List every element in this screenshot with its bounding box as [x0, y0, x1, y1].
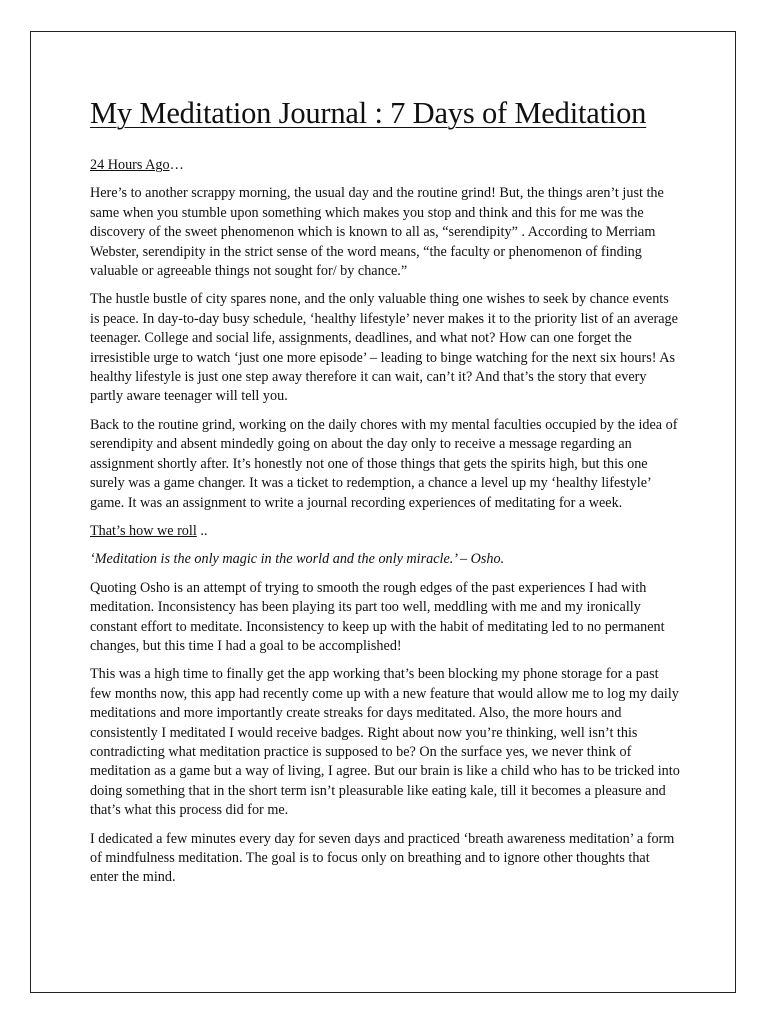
paragraph-2: The hustle bustle of city spares none, and the only valuable thing one wishes to seek by chance events is peace. In day-to-day busy schedule, ‘healthy lifestyle’ never makes it to the priority list of an average teenager. College and social life, assignments, deadlines, and what not? How can one forget the irresistible urge to watch ‘just one more episode’ – leading to binge watching for the next six hours! As healthy lifestyle is just one step away therefore it can wait, can’t it? And that’s the story that every partly aware teenager will tell you.: [90, 291, 678, 405]
section-heading-24-hours-ago: [90, 156, 680, 175]
section-heading-thats-how-we-roll: [90, 522, 680, 541]
osho-quote: ‘Meditation is the only magic in the world and the only miracle.’ – Osho.: [90, 551, 505, 568]
section-heading-text: 24 Hours Ago: [90, 157, 170, 173]
paragraph-3: Back to the routine grind, working on the daily chores with my mental faculties occupied by the idea of serendipity and absent mindedly going on about the day only to receive a message regarding an assignment shortly after. It’s honestly not one of those things that gets the spirits high, but this one surely was a game changer. It was a ticket to redemption, a chance a level up my ‘healthy lifestyle’ game. It was an assignment to write a journal recording experiences of meditating for a week.: [90, 416, 678, 511]
section-heading-ellipsis: …: [169, 157, 184, 173]
document-body: [90, 93, 680, 897]
paragraph-1: Here’s to another scrappy morning, the usual day and the routine grind! But, the things aren’t just the same when you stumble upon something which makes you stop and think and this for me was the discovery of the sweet phenomenon which is known to all as, “serendipity” . According to Merriam Webster, serendipity in the strict sense of the word means, “the faculty or phenomenon of finding valuable or agreeable things not sought for/ by chance.”: [90, 185, 664, 280]
section-heading-dots: ..: [196, 522, 208, 539]
paragraph-5: This was a high time to finally get the app working that’s been blocking my phone storage for a past few months now, this app had recently come up with a new feature that would allow me to log my daily meditations and more importantly create streaks for days meditated. Also, the more hours and consistently I meditated I would receive badges. Right about now you’re thinking, well isn’t this contradicting what meditation practice is supposed to be? On the surface yes, we never think of meditation as a game but a way of living, I agree. But our brain is like a child who has to be tricked into doing something that in the short term isn’t pleasurable like eating kale, till it becomes a pleasure and that’s what this process did for me.: [90, 666, 680, 819]
document-title: My Meditation Journal : 7 Days of Meditation: [90, 96, 647, 130]
paragraph-4: Quoting Osho is an attempt of trying to smooth the rough edges of the past experiences I had with meditation. Inconsistency has been playing its part too well, meddling with me and my ironically constant effort to meditate. Inconsistency to keep up with the habit of meditating led to no permanent changes, but this time I had a goal to be accomplished!: [90, 579, 665, 654]
paragraph-6: I dedicated a few minutes every day for seven days and practiced ‘breath awareness meditation’ a form of mindfulness meditation. The goal is to focus only on breathing and to ignore other thoughts that enter the mind.: [90, 830, 675, 886]
section-heading-text: That’s how we roll: [90, 522, 197, 539]
